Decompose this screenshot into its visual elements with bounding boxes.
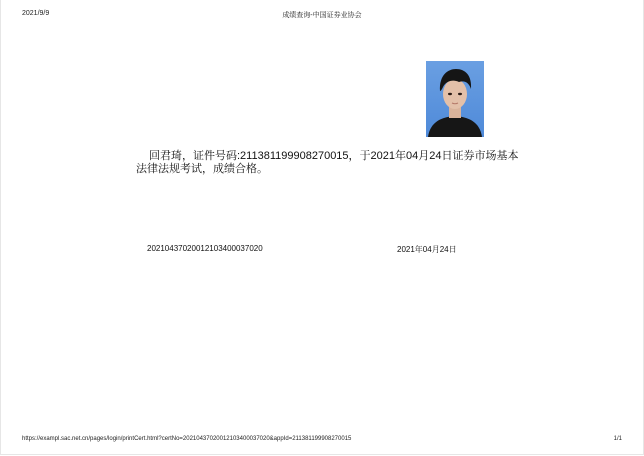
certificate-statement: 回君琦，证件号码:211381199908270015，于2021年04月24日证券市场基本法律法规考试，成绩合格。: [136, 150, 519, 175]
print-url: https://exampl.sac.net.cn/pages/login/printCert.html?certNo=20210437020012103400037020&appId=211381199908270015: [22, 436, 352, 442]
certificate-number: 20210437020012103400037020: [147, 244, 263, 253]
portrait-graphic: [426, 61, 484, 137]
print-date: 2021/9/9: [22, 10, 50, 17]
issue-date: 2021年04月24日: [397, 245, 457, 254]
print-title: 成绩查询-中国证券业协会: [282, 11, 362, 19]
page-number: 1/1: [613, 436, 622, 442]
id-photo: [426, 61, 484, 137]
